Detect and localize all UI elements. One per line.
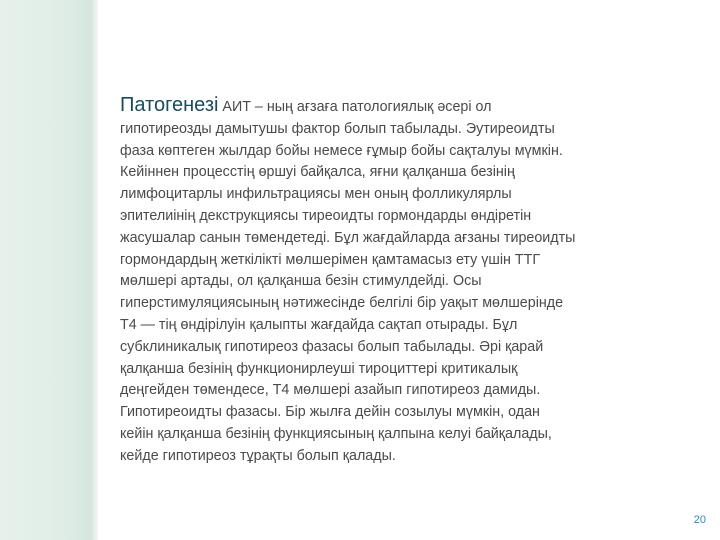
body-line: лимфоцитарлы инфильтрациясы мен оның фолликулярлы: [120, 186, 512, 203]
body-line: субклиникалық гипотиреоз фазасы болып табылады. Әрі қарай: [120, 338, 544, 355]
body-line: кейін қалқанша безінің функциясының қалпына келуі байқалады,: [120, 425, 552, 442]
title-line: [120, 92, 704, 119]
body-line: гипотиреозды дамытушы фактор болып табылады. Эутиреоидты: [120, 120, 555, 137]
body-line: эпителиінің декструкциясы тиреоидты гормондарды өндіретін: [120, 207, 532, 224]
body-line: мөлшері артады, ол қалқанша безін стимулдейді. Осы: [120, 273, 482, 290]
body-line: қалқанша безінің функционирлеуші тироциттері критикалық: [120, 360, 518, 377]
decorative-band-edge: [92, 0, 98, 540]
body-line: Гипотиреоидты фазасы. Бір жылға дейін созылуы мүмкін, одан: [120, 404, 540, 421]
body-line: фаза көптеген жылдар бойы немесе ғұмыр бойы сақталуы мүмкін.: [120, 142, 563, 159]
body-line: гормондардың жеткілікті мөлшерімен қамтамасыз ету үшін ТТГ: [120, 251, 541, 268]
body-line: Кейіннен процесстің өршуі байқалса, яғни қалқанша безінің: [120, 164, 515, 181]
slide-title: Патогенезі: [120, 94, 219, 116]
body-line: кейде гипотиреоз тұрақты болып қалады.: [120, 447, 396, 464]
decorative-left-band: [0, 0, 96, 540]
body-line: деңгейден төмендесе, Т4 мөлшері азайып гипотиреоз дамиды.: [120, 382, 541, 399]
body-line: Т4 — тің өндірілуін қалыпты жағдайда сақтап отырады. Бұл: [120, 316, 518, 333]
body-line: жасушалар санын төмендетеді. Бұл жағдайларда ағзаны тиреоидты: [120, 229, 576, 246]
title-continuation: АИТ – ның ағзаға патологиялық әсері ол: [218, 99, 492, 115]
page-number: 20: [693, 514, 706, 526]
body-line: гиперстимуляциясының нәтижесінде белгілі бір уақыт мөлшерінде: [120, 295, 564, 312]
slide-text-block: [120, 92, 704, 468]
